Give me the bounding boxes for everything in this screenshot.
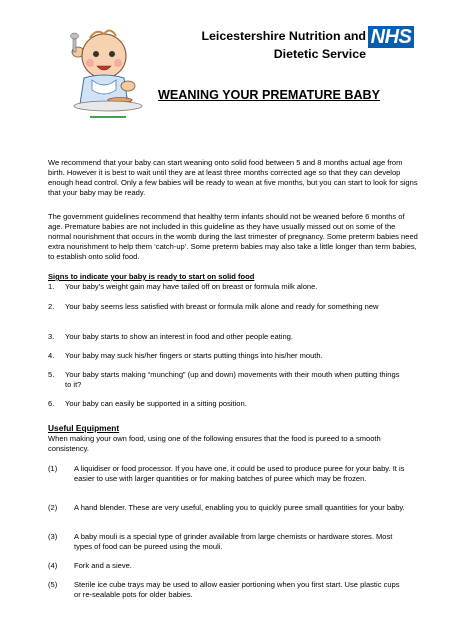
list-item-text: A liquidiser or food processor. If you have one, it could be used to produce puree for your baby. It is easier to use with larger quantities or for making batches of puree which may be frozen.	[74, 464, 405, 483]
list-item-number: (3)	[48, 532, 58, 541]
intro-paragraph-1: We recommend that your baby can start weaning onto solid food between 5 and 8 months actual age from birth. However it is best to wait until they are at least three months corrected age so that they can develop enough head control. Only a few babies will be ready to wean at five months, but you can start to look for signs that your baby may be ready.	[48, 158, 418, 197]
list-item-text: A baby mouli is a special type of grinder available from large chemists or hardware stores. Most types of food can be pureed using the mouli.	[74, 532, 393, 551]
list-item-text: Sterile ice cube trays may be used to allow easier portioning when you first start. Use plastic cups or re-sealable pots for older babies.	[74, 580, 400, 599]
list-item-number: (2)	[48, 503, 58, 512]
list-item-number: 4.	[48, 351, 55, 360]
list-item-number: (5)	[48, 580, 58, 589]
list-item-number: 2.	[48, 302, 55, 311]
organization-name	[190, 27, 366, 63]
list-item-text: A hand blender. These are very useful, enabling you to quickly puree small quantities for your baby.	[74, 503, 405, 512]
document-title: WEANING YOUR PREMATURE BABY	[158, 88, 381, 102]
list-item-number: 5.	[48, 370, 55, 379]
list-item-text: Fork and a sieve.	[74, 561, 132, 570]
list-item-number: 3.	[48, 332, 55, 341]
list-item-number: 1.	[48, 282, 55, 291]
list-item-number: 6.	[48, 399, 55, 408]
equipment-intro: When making your own food, using one of the following ensures that the food is pureed to a smooth consistency.	[48, 434, 381, 453]
list-item-text: Your baby can easily be supported in a sitting position.	[65, 399, 247, 408]
signs-heading: Signs to indicate your baby is ready to start on solid food	[48, 272, 255, 281]
list-item-text: Your baby starts to show an interest in food and other people eating.	[65, 332, 293, 341]
equipment-heading: Useful Equipment	[48, 423, 120, 433]
list-item-number: (1)	[48, 464, 58, 473]
organization-name-line2: Dietetic Service	[273, 47, 366, 61]
organization-name-line1: Leicestershire Nutrition and	[201, 29, 366, 43]
intro-paragraph-2: The government guidelines recommend that healthy term infants should not be weaned before 6 months of age. Premature babies are not included in this guideline as they have usually missed out on some of the normal nourishment that occurs in the womb during the last trimester of pregnancy. Some preterm babies need extra nourishment to help them ‘catch-up’. Some preterm babies may also take a little longer than term babies, to establish onto solid food.	[48, 212, 418, 261]
list-item-text: Your baby starts making “munching” (up and down) movements with their mouth when putting things to it?	[65, 370, 400, 389]
list-item-text: Your baby’s weight gain may have tailed off on breast or formula milk alone.	[65, 282, 318, 291]
list-item-text: Your baby seems less satisfied with breast or formula milk alone and ready for something new	[65, 302, 379, 311]
nhs-logo: NHS	[368, 26, 414, 48]
list-item-text: Your baby may suck his/her fingers or starts putting things into his/her mouth.	[65, 351, 323, 360]
list-item-number: (4)	[48, 561, 58, 570]
baby-in-highchair-icon	[64, 16, 152, 124]
